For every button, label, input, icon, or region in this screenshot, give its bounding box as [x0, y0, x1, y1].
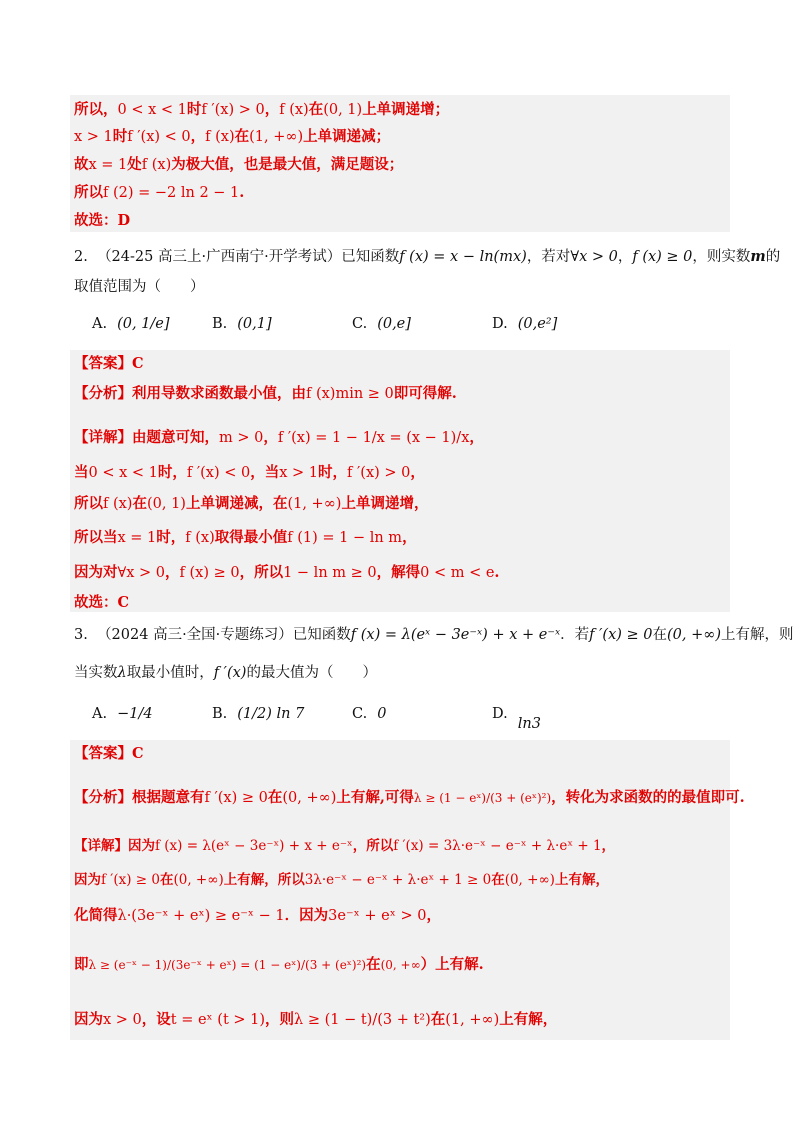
solution-line-5: 故选：D — [74, 212, 131, 229]
solution-line-1: 所以，0 < x < 1时f ′(x) > 0，f (x)在(0, 1)上单调递增； — [74, 101, 450, 118]
q3-detail-2: 因为f ′(x) ≥ 0在(0, +∞)上有解，所以3λ·e⁻ˣ − e⁻ˣ + λ·eˣ + 1 ≥ 0在(0, +∞)上有解， — [74, 872, 609, 888]
solution-line-2: x > 1时f ′(x) < 0，f (x)在(1, +∞)上单调递减； — [74, 128, 391, 145]
q3-analysis: 【分析】根据题意有f ′(x) ≥ 0在(0, +∞)上有解,可得λ ≥ (1 − eˣ)/(3 + (eˣ)²)，转化为求函数的的最值即可. — [74, 789, 745, 806]
q3-option-c[interactable]: C. 0 — [352, 706, 387, 722]
question-3-stem-line2: 当实数λ取最小值时，f ′(x)的最大值为（ ） — [74, 665, 377, 681]
q3-option-b[interactable]: B. (1/2) ln 7 — [212, 706, 305, 722]
q2-detail-4: 所以当x = 1时，f (x)取得最小值f (1) = 1 − ln m， — [74, 529, 417, 546]
q2-option-a[interactable]: A. (0, 1/e] — [92, 316, 170, 332]
question-2-stem-line2: 取值范围为（ ） — [74, 279, 205, 295]
q3-option-d[interactable]: D.ln3 — [492, 706, 541, 732]
q2-detail-5: 因为对∀x > 0，f (x) ≥ 0，所以1 − ln m ≥ 0，解得0 < m < e. — [74, 564, 500, 581]
question-3-stem: 3. （2024 高三·全国·专题练习）已知函数f (x) = λ(eˣ − 3e⁻ˣ) + x + e⁻ˣ．若f ′(x) ≥ 0在(0, +∞)上有解，则 — [74, 627, 794, 643]
q2-analysis: 【分析】利用导数求函数最小值，由f (x)min ≥ 0即可得解. — [74, 385, 457, 402]
q2-detail-3: 所以f (x)在(0, 1)上单调递减，在(1, +∞)上单调递增， — [74, 495, 429, 512]
q3-answer: 【答案】C — [74, 745, 144, 762]
q2-option-b[interactable]: B. (0,1] — [212, 316, 272, 332]
solution-line-3: 故x = 1处f (x)为极大值，也是最大值，满足题设； — [74, 156, 404, 173]
question-2-stem: 2. （24-25 高三上·广西南宁·开学考试）已知函数f (x) = x − ln(mx)，若对∀x > 0，f (x) ≥ 0，则实数m的 — [74, 248, 781, 265]
solution-line-4: 所以f (2) = −2 ln 2 − 1. — [74, 184, 245, 201]
q3-detail-5: 因为x > 0，设t = eˣ (t > 1)，则λ ≥ (1 − t)/(3 + t²)在(1, +∞)上有解， — [74, 1011, 558, 1028]
q2-detail-1: 【详解】由题意可知，m > 0，f ′(x) = 1 − 1/x = (x − 1)/x， — [74, 429, 484, 446]
q2-option-c[interactable]: C. (0,e] — [352, 316, 411, 332]
solution-block-3 — [70, 740, 730, 1040]
q2-detail-2: 当0 < x < 1时，f ′(x) < 0，当x > 1时，f ′(x) > 0， — [74, 464, 425, 481]
q3-detail-3: 化简得λ·(3e⁻ˣ + eˣ) ≥ e⁻ˣ − 1．因为3e⁻ˣ + eˣ > 0， — [74, 907, 441, 924]
q2-answer: 【答案】C — [74, 355, 144, 372]
q2-final: 故选：C — [74, 594, 130, 611]
q2-option-d[interactable]: D. (0,e²] — [492, 316, 558, 332]
q3-detail-1: 【详解】因为f (x) = λ(eˣ − 3e⁻ˣ) + x + e⁻ˣ，所以f ′(x) = 3λ·e⁻ˣ − e⁻ˣ + λ·eˣ + 1， — [74, 838, 616, 854]
q3-detail-4: 即λ ≥ (e⁻ˣ − 1)/(3e⁻ˣ + eˣ) = (1 − eˣ)/(3 + (eˣ)²)在(0, +∞）上有解. — [74, 956, 484, 973]
q3-option-a[interactable]: A. −1/4 — [92, 706, 153, 722]
